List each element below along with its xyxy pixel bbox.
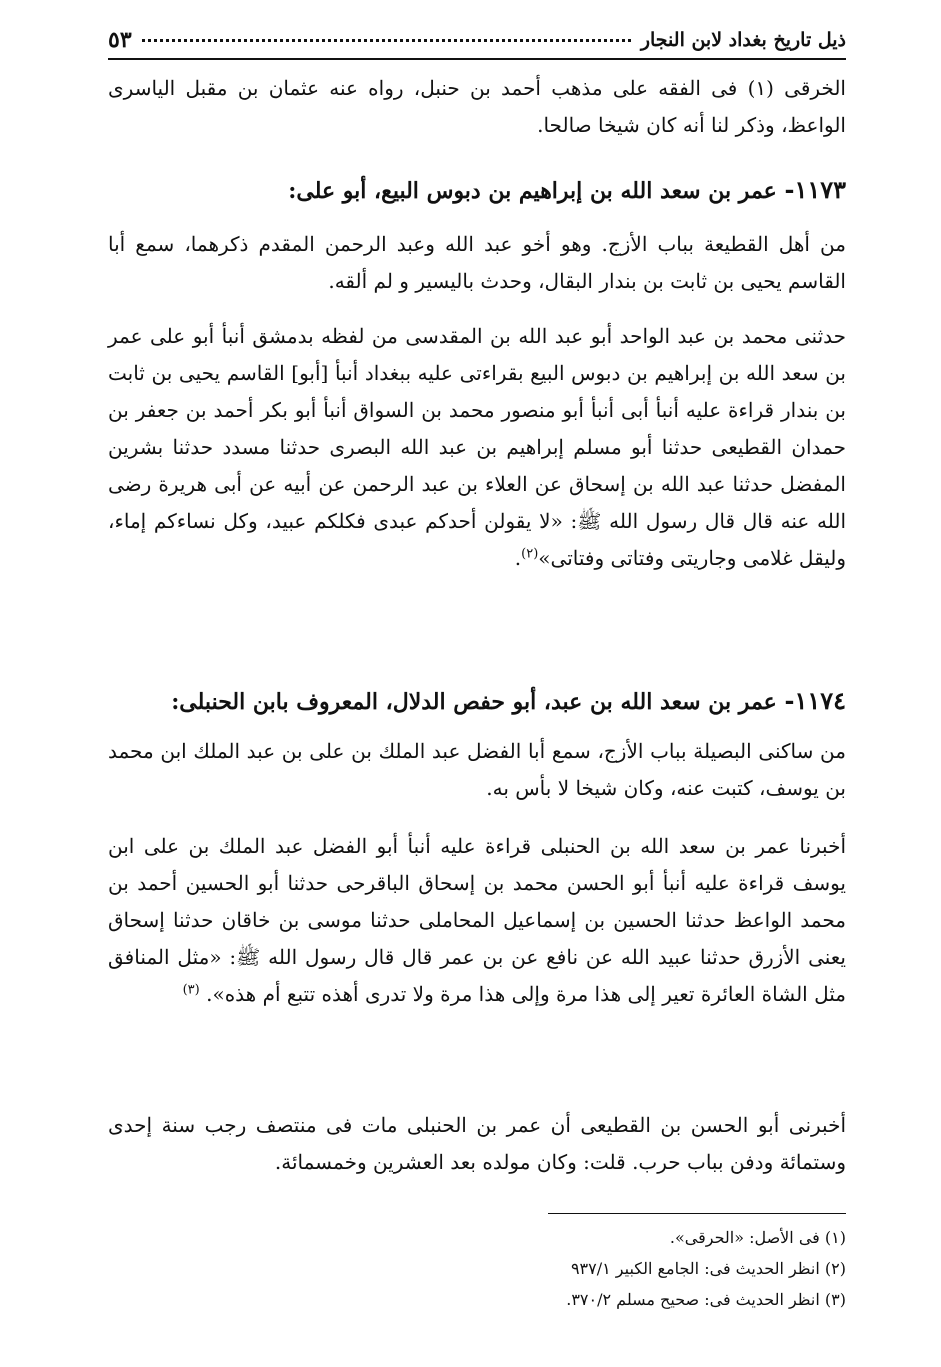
entry-1174-death: أخبرنى أبو الحسن بن القطيعى أن عمر بن الحنبلى مات فى منتصف رجب سنة إحدى وستمائة ودفن بباب حرب. قلت: وكان مولده بعد العشرين وخمسمائة. [108,1113,846,1174]
footnotes [300,1222,846,1315]
entry-title: عمر بن سعد الله بن عبد، أبو حفص الدلال، المعروف بابن الحنبلى: [171,689,777,715]
leader-dots [142,39,631,42]
entry-1174-heading [108,683,846,720]
running-header [108,22,846,60]
page-number: ٥٣ [108,27,132,53]
entry-1173-hadith: حدثنى محمد بن عبد الواحد أبو عبد الله بن المقدسى من لفظه بدمشق أنبأ أبو على عمر بن سعد الله بن إبراهيم بن دبوس البيع بقراءتى عليه ببغداد أنبأ [أبو] القاسم يحيى بن ثابت بن بندار قراءة عليه أنبأ أبى أنبأ أبو منصور محمد بن السواق أنبأ أبو بكر أحمد بن جعفر بن حمدان القطيعى حدثنا أبو مسلم إبراهيم بن عبد الله البصرى حدثنا مسدد حدثنا بشرين المفضل حدثنا عبد الله بن إسحاق عن العلاء بن عبد الرحمن عن أبيه عن أبى هريرة رضى الله عنه قال قال رسول الله ﷺ: «لا يقولن أحدكم عبدى فكلكم عبيد، وكل نساءكم إماء، وليقل غلامى وجاريتى وفتاتى وفتاتى»$^{(٢)}$. [108,324,846,570]
footnote-ref: (٢) [521,546,539,562]
book-title: ذيل تاريخ بغداد لابن النجار [640,29,846,51]
entry-1174-hadith [108,828,846,1013]
hadith-text: أخبرنا عمر بن سعد الله بن الحنبلى قراءة عليه أنبأ أبو الفضل عبد الملك بن على ابن يوسف قراءة عليه أنبأ أبو الحسن محمد بن إسحاق الباقرحى حدثنا أبو الحسين أحمد بن محمد الواعظ حدثنا الحسين بن إسماعيل المحاملى حدثنا موسى بن خاقان حدثنا إسحاق يعنى الأزرق حدثنا عبيد الله عن نافع عن بن عمر قال قال رسول الله ﷺ: «مثل المنافق مثل الشاة العائرة تعير إلى هذا مرة وإلى هذا مرة ولا تدرى أهذه تتبع أم هذه». [108,834,846,1006]
entry-1174-bio: من ساكنى البصيلة بباب الأزج، سمع أبا الفضل عبد الملك بن على بن عبد الملك ابن محمد بن يوسف، كتبت عنه، وكان شيخا لا بأس به. [108,739,846,800]
entry-number: ١١٧٣- [784,175,846,204]
footnote-divider [548,1213,846,1214]
footnote-1: (١) فى الأصل: «الحرقى». [669,1228,846,1247]
footnote-2: (٢) انظر الحديث فى: الجامع الكبير ٩٣٧/١ [570,1259,846,1278]
entry-1173-bio: من أهل القطيعة بباب الأزج. وهو أخو عبد الله وعبد الرحمن المقدم ذكرهما، سمع أبا القاسم يحيى بن ثابت بن بندار البقال، وحدث باليسير و لم ألقه. [108,232,846,293]
entry-1173-heading [108,172,846,209]
entry-number: ١١٧٤- [784,686,846,715]
entry-title: عمر بن سعد الله بن إبراهيم بن دبوس البيع، أبو على: [288,178,777,204]
footnote-ref: (٣) [182,982,200,998]
footnote-3: (٣) انظر الحديث فى: صحيح مسلم ٣٧٠/٢. [566,1290,846,1309]
hadith-text: حدثنى محمد بن عبد الواحد أبو عبد الله بن المقدسى من لفظه بدمشق أنبأ أبو على عمر بن سعد الله بن إبراهيم بن دبوس البيع بقراءتى عليه ببغداد أنبأ [أبو] القاسم يحيى بن ثابت بن بندار قراءة عليه أنبأ أبى أنبأ أبو منصور محمد بن السواق أنبأ أبو بكر أحمد بن جعفر بن حمدان القطيعى حدثنا أبو مسلم إبراهيم بن عبد الله البصرى حدثنا مسدد حدثنا بشرين المفضل حدثنا عبد الله بن إسحاق عن العلاء بن عبد الرحمن عن أبيه عن أبى هريرة رضى الله عنه قال قال رسول الله ﷺ: «لا يقولن أحدكم عبدى فكلكم عبيد، وكل نساءكم إماء، وليقل غلامى وجاريتى وفتاتى وفتاتى» [108,324,846,570]
intro-paragraph: الخرقى (١) فى الفقه على مذهب أحمد بن حنبل، رواه عنه عثمان بن مقبل الياسرى الواعظ، وذكر لنا أنه كان شيخا صالحا. [108,76,846,137]
